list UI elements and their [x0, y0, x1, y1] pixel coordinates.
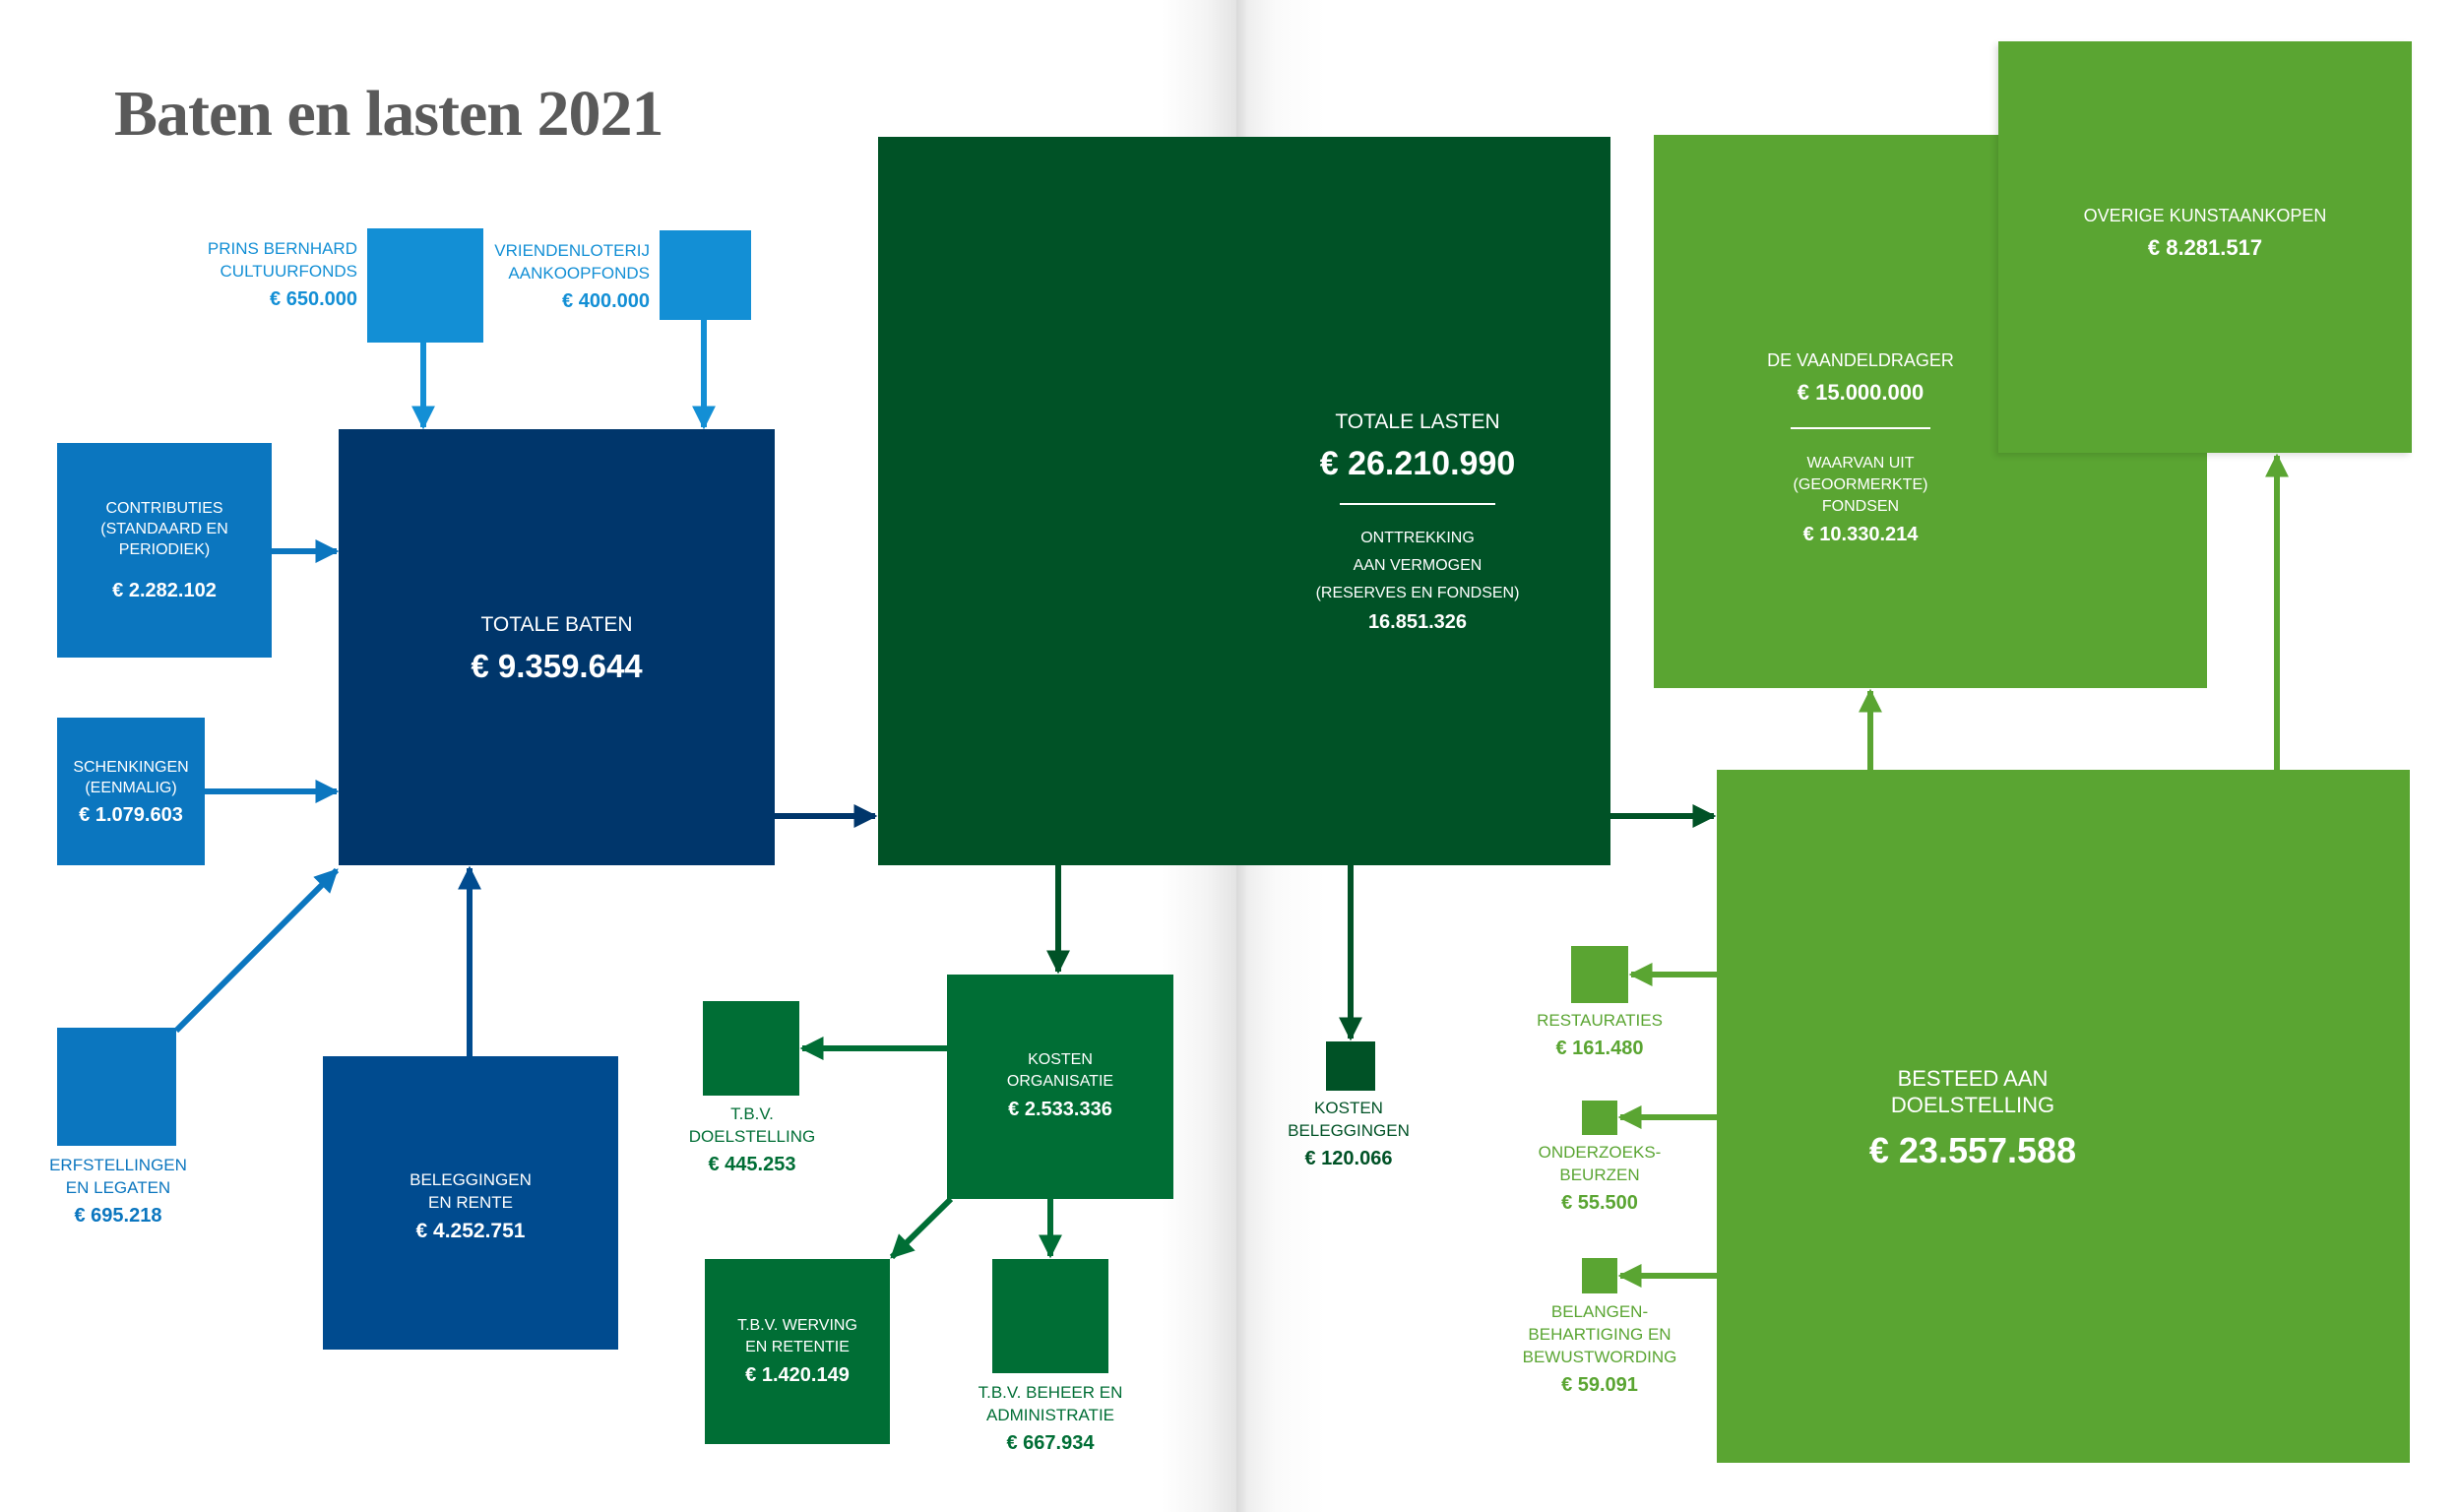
beleggingen-label: BELEGGINGEN EN RENTE — [410, 1170, 532, 1212]
fondsen-value: € 10.330.214 — [1802, 524, 1919, 545]
tbv-beheer-value: € 667.934 — [1006, 1432, 1095, 1454]
schenkingen-value: € 1.079.603 — [79, 804, 183, 826]
beleggingen-value: € 4.252.751 — [415, 1220, 526, 1242]
kosten-organisatie-label: KOSTEN ORGANISATIE — [1006, 1051, 1114, 1090]
fondsen-label: WAARVAN UIT (GEOORMERKTE) FONDSEN — [1793, 455, 1928, 515]
tbv-werving-value: € 1.420.149 — [745, 1364, 850, 1386]
prins-bernhard-value: € 650.000 — [270, 288, 357, 310]
vriendenloterij-label: VRIENDENLOTERIJ AANKOOPFONDS — [494, 241, 650, 283]
besteed-value: € 23.557.588 — [1868, 1130, 2077, 1170]
restauraties-label: RESTAURATIES — [1537, 1011, 1663, 1030]
belangenbehartiging-label: BELANGEN- BEHARTIGING EN BEWUSTWORDING — [1522, 1302, 1677, 1366]
tbv-werving-label: T.B.V. WERVING EN RETENTIE — [737, 1317, 857, 1355]
arrow-organisatie-to-werving — [892, 1199, 951, 1257]
erfstellingen-value: € 695.218 — [74, 1205, 162, 1227]
restauraties-value: € 161.480 — [1555, 1038, 1644, 1059]
vaandeldrager-label: DE VAANDELDRAGER — [1767, 350, 1954, 370]
onttrekking-label: ONTTREKKING AAN VERMOGEN (RESERVES EN FONDSEN) — [1315, 530, 1520, 601]
contributies-value: € 2.282.102 — [112, 580, 217, 601]
prins-bernhard-label: PRINS BERNHARD CULTUURFONDS — [207, 239, 357, 281]
totale-baten-label: TOTALE BATEN — [480, 613, 633, 636]
schenkingen-label: SCHENKINGEN (EENMALIG) — [73, 759, 189, 796]
contributies-label: CONTRIBUTIES (STANDAARD EN PERIODIEK) — [100, 500, 228, 558]
vaandeldrager-value: € 15.000.000 — [1797, 380, 1925, 405]
onderzoeksbeurzen-value: € 55.500 — [1561, 1192, 1638, 1214]
kosten-beleggingen-value: € 120.066 — [1304, 1148, 1393, 1169]
belangenbehartiging-value: € 59.091 — [1561, 1374, 1638, 1396]
kosten-beleggingen-label: KOSTEN BELEGGINGEN — [1288, 1099, 1410, 1140]
erfstellingen-label: ERFSTELLINGEN EN LEGATEN — [49, 1156, 187, 1197]
onderzoeksbeurzen-label: ONDERZOEKS- BEURZEN — [1538, 1143, 1662, 1184]
overige-value: € 8.281.517 — [2147, 235, 2263, 260]
totale-baten-value: € 9.359.644 — [471, 648, 643, 684]
tbv-beheer-label: T.B.V. BEHEER EN ADMINISTRATIE — [978, 1383, 1123, 1424]
page-title: Baten en lasten 2021 — [114, 78, 663, 150]
tbv-doelstelling-label: T.B.V. DOELSTELLING — [688, 1104, 816, 1146]
tbv-doelstelling-value: € 445.253 — [708, 1154, 796, 1175]
vriendenloterij-value: € 400.000 — [562, 290, 650, 312]
totale-lasten-label: TOTALE LASTEN — [1335, 410, 1500, 433]
kosten-organisatie-value: € 2.533.336 — [1008, 1099, 1112, 1120]
totale-lasten-value: € 26.210.990 — [1319, 445, 1516, 482]
onttrekking-value: 16.851.326 — [1367, 611, 1468, 633]
besteed-label: BESTEED AAN DOELSTELLING — [1890, 1066, 2055, 1117]
overige-label: OVERIGE KUNSTAANKOPEN — [2083, 206, 2327, 225]
arrow-erfstellingen — [176, 870, 337, 1031]
